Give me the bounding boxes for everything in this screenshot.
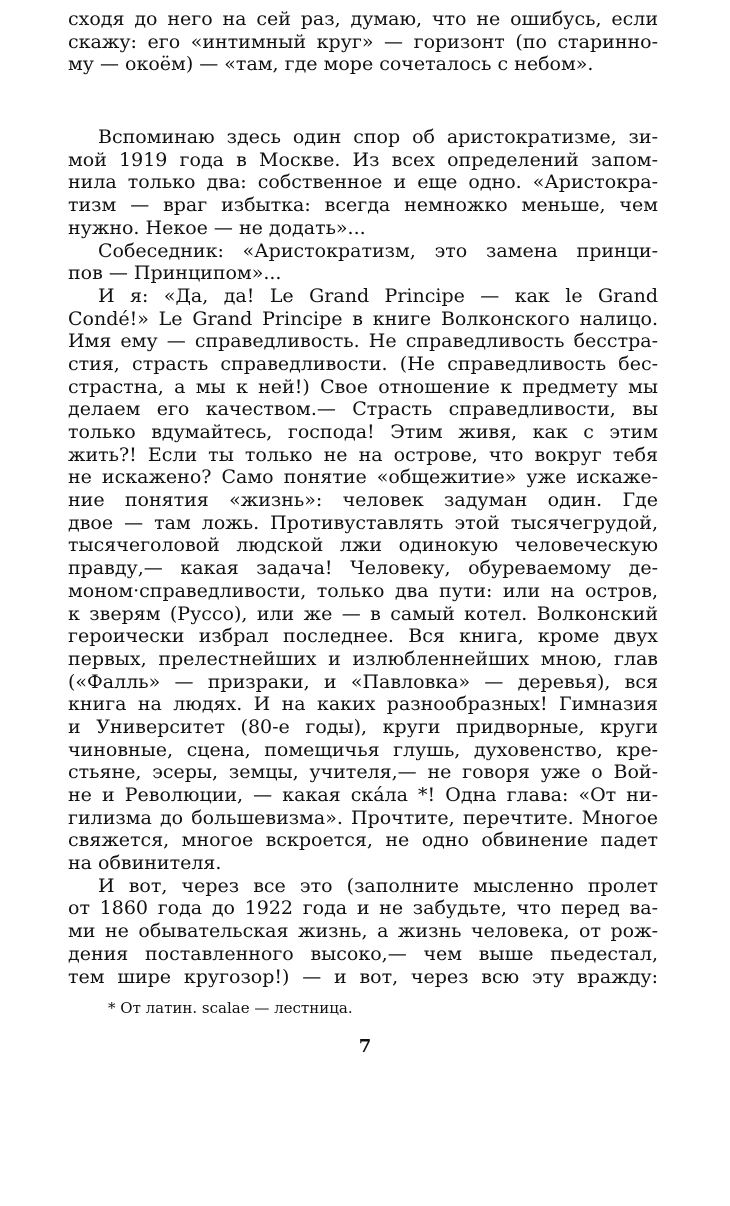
text-line: ми не обывательская жизнь, а жизнь человека, от рож-: [68, 920, 658, 943]
text-line: жить?! Если ты только не на острове, что вокруг тебя: [68, 443, 658, 466]
text-line: героически избрал последнее. Вся книга, кроме двух: [68, 625, 658, 648]
text-line: тем шире кругозор!) — и вот, через всю эту вражду:: [68, 965, 658, 988]
text-line: правду,— какая задача! Человеку, обуреваемому де-: [68, 557, 658, 580]
text-line: моном·справедливости, только два пути: или на остров,: [68, 579, 658, 602]
paragraph-grand-principe: [68, 285, 658, 875]
text-line: Собеседник: «Аристократизм, это замена принци-: [98, 239, 658, 262]
text-line: страстна, а мы к ней!) Свое отношение к предмету мы: [68, 375, 658, 398]
text-line: тизм — враг избытка: всегда немножко меньше, чем: [68, 194, 658, 217]
text-line: сходя до него на сей раз, думаю, что не ошибусь, если: [68, 8, 658, 30]
text-line: Condé!» Le Grand Principe в книге Волконского налицо.: [68, 307, 658, 330]
text-line: двое — там ложь. Противуставлять этой тысячегрудой,: [68, 511, 658, 534]
text-line: му — окоём) — «там, где море сочеталось с небом».: [68, 53, 594, 76]
text-line: мой 1919 года в Москве. Из всех определений запом-: [68, 148, 658, 171]
text-line: гилизма до большевизма». Прочтите, перечтите. Многое: [68, 806, 658, 829]
section-break: [68, 76, 658, 126]
text-line: стия, страсть справедливости. (Не справедливость бес-: [68, 352, 658, 375]
text-line: книга на людях. И на каких разнообразных! Гимназия: [68, 693, 658, 716]
paragraph-aristocratism-dispute: [68, 126, 658, 239]
text-line: И я: «Да, да! Le Grand Principe — как le Grand: [98, 284, 658, 307]
footnote: * От латин. scalae — лестница.: [108, 999, 353, 1017]
text-line: («Фалль» — призраки, и «Павловка» — деревья), вся: [68, 670, 658, 693]
text-line: нила только два: собственное и еще одно. «Аристокра-: [68, 171, 658, 194]
text-line: нужно. Некое — не додать»...: [68, 216, 366, 239]
text-line: Имя ему — справедливость. Не справедливость бесстра-: [68, 330, 658, 353]
text-line: на обвинителя.: [68, 852, 222, 875]
text-line: не и Революции, — какая скáла *! Одна глава: «От ни-: [68, 784, 658, 806]
text-line: И вот, через все это (заполните мысленно пролет: [98, 874, 658, 897]
text-line: дения поставленного высоко,— чем выше пьедестал,: [68, 942, 658, 965]
text-line: свяжется, многое вскроется, не одно обвинение падет: [68, 829, 658, 852]
text-line: только вдумайтесь, господа! Этим живя, как с этим: [68, 421, 658, 443]
text-line: Вспоминаю здесь один спор об аристократизме, зи-: [98, 126, 658, 149]
text-line: первых, прелестнейших и излюбленнейших мною, глав: [68, 647, 658, 670]
paragraph-interlocutor: [68, 240, 658, 285]
paragraph-and-so: [68, 875, 658, 988]
text-line: ние понятия «жизнь»: человек задуман один. Где: [68, 489, 658, 512]
text-line: скажу: его «интимный круг» — горизонт (по старинно-: [68, 30, 658, 53]
text-line: пов — Принципом»...: [68, 262, 282, 285]
text-line: стьяне, эсеры, земцы, учителя,— не говоря уже о Вой-: [68, 761, 658, 784]
text-line: и Университет (80-е годы), круги придворные, круги: [68, 715, 658, 738]
text-line: от 1860 года до 1922 года и не забудьте, что перед ва-: [68, 897, 658, 920]
text-line: делаем его качеством.— Страсть справедливости, вы: [68, 398, 658, 421]
page-body: [68, 8, 658, 988]
paragraph-continuation: [68, 8, 658, 76]
text-line: чиновные, сцена, помещичья глушь, духовенство, кре-: [68, 738, 658, 761]
page-number: 7: [358, 1036, 372, 1057]
text-line: тысячеголовой людской лжи одинокую человеческую: [68, 534, 658, 557]
text-line: не искажено? Само понятие «общежитие» уже искаже-: [68, 466, 658, 489]
text-line: к зверям (Руссо), или же — в самый котел. Волконский: [68, 602, 658, 625]
